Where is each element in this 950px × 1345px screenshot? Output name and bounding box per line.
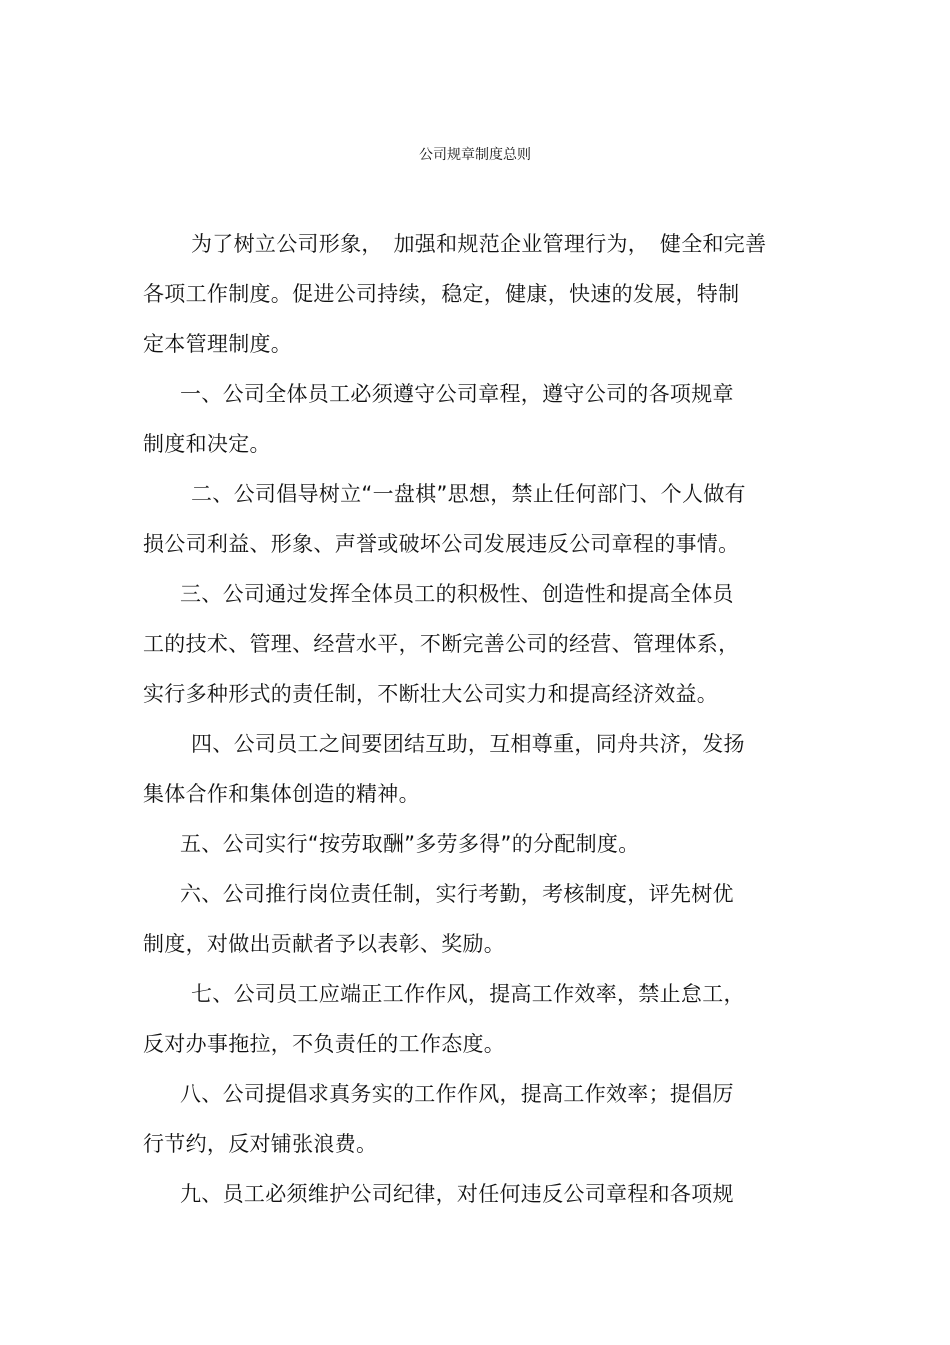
paragraph-line: 五、公司实行“按劳取酬”多劳多得”的分配制度。	[180, 832, 640, 856]
document-title: 公司规章制度总则	[419, 147, 531, 163]
paragraph-line: 制度，对做出贡献者予以表彰、奖励。	[143, 932, 506, 956]
paragraph-line: 六、公司推行岗位责任制，实行考勤，考核制度，评先树优	[180, 882, 734, 906]
paragraph-line: 集体合作和集体创造的精神。	[143, 782, 420, 806]
paragraph-line: 实行多种形式的责任制，不断壮大公司实力和提高经济效益。	[143, 682, 719, 706]
paragraph-line: 七、公司员工应端正工作作风，提高工作效率，禁止怠工，	[191, 982, 745, 1006]
paragraph-line: 九、员工必须维护公司纪律，对任何违反公司章程和各项规	[180, 1182, 734, 1206]
paragraph-line: 一、公司全体员工必须遵守公司章程，遵守公司的各项规章	[180, 382, 734, 406]
paragraph-line: 行节约，反对铺张浪费。	[143, 1132, 378, 1156]
paragraph-line: 制度和决定。	[143, 432, 271, 456]
paragraph-line: 二、公司倡导树立“一盘棋”思想，禁止任何部门、个人做有	[191, 482, 746, 506]
paragraph-line: 各项工作制度。促进公司持续，稳定，健康，快速的发展，特制	[143, 282, 740, 306]
paragraph-line: 定本管理制度。	[143, 332, 293, 356]
paragraph-line: 八、公司提倡求真务实的工作作风，提高工作效率；提倡厉	[180, 1082, 734, 1106]
paragraph-line: 工的技术、管理、经营水平，不断完善公司的经营、管理体系，	[143, 632, 740, 656]
paragraph-line: 四、公司员工之间要团结互助，互相尊重，同舟共济，发扬	[191, 732, 745, 756]
paragraph-line: 三、公司通过发挥全体员工的积极性、创造性和提高全体员	[180, 582, 734, 606]
paragraph-line: 为了树立公司形象， 加强和规范企业管理行为， 健全和完善	[191, 232, 767, 256]
paragraph-line: 反对办事拖拉，不负责任的工作态度。	[143, 1032, 506, 1056]
paragraph-line: 损公司利益、形象、声誉或破坏公司发展违反公司章程的事情。	[143, 532, 740, 556]
